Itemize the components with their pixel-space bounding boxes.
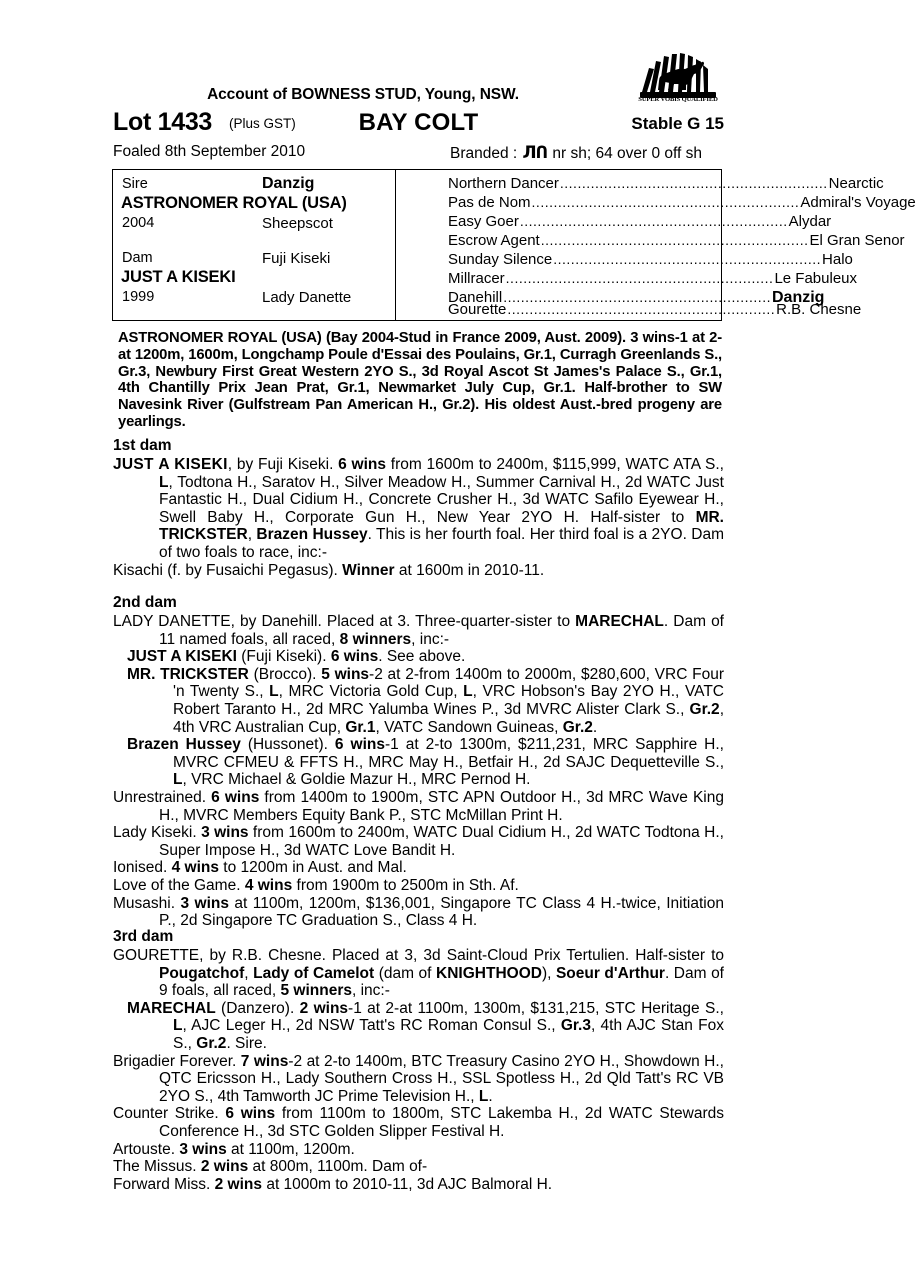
sire-label: Sire <box>122 176 148 192</box>
second-dam-progeny: Musashi. 3 wins at 1100m, 1200m, $136,001, Singapore TC Class 4 H.-twice, Initiation P., 2d Singapore TC Graduation S., Class 4 H. <box>113 894 724 930</box>
second-dam-progeny: MR. TRICKSTER (Brocco). 5 wins-2 at 2-from 1400m to 2000m, $280,600, VRC Four 'n Twenty S., L, MRC Victoria Gold Cup, L, VRC Hobson's Bay 2YO H., VATC Robert Taranto H., 2d MRC Yalumba Wines P., 3d MVRC Alister Clark S., Gr.2, 4th VRC Australian Cup, Gr.1, VATC Sandown Guineas, Gr.2. <box>127 665 725 736</box>
logo-caption: SUPER VOBIS QUALIFIED <box>638 96 718 103</box>
first-dam-name: JUST A KISEKI <box>113 456 228 473</box>
lot-row <box>113 108 724 138</box>
gst-note: (Plus GST) <box>229 116 296 131</box>
leader-dots: ............................................................. <box>503 289 771 305</box>
grandparent-sire: Danehill <box>448 289 503 306</box>
second-dam-section <box>113 594 724 930</box>
second-dam-progeny: JUST A KISEKI (Fuji Kiseki). 6 wins. See above. <box>127 648 466 666</box>
grandparent-sire: Easy Goer <box>448 213 519 230</box>
dam-dam-name: Lady Danette <box>262 289 352 306</box>
grandparent-sire: Pas de Nom <box>448 194 531 211</box>
grandparent-dam: R.B. Chesne <box>776 301 862 318</box>
grandparent-dam: Admiral's Voyage <box>800 194 916 211</box>
grandparent-dam: El Gran Senor <box>809 232 905 249</box>
dam-sire-name: Fuji Kiseki <box>262 250 331 267</box>
first-dam-section <box>113 437 724 579</box>
grandparent-row <box>448 175 884 194</box>
third-dam-progeny: Artouste. 3 wins at 1100m, 1200m. <box>113 1140 355 1158</box>
grandparent-sire: Gourette <box>448 301 507 318</box>
grandparent-dam: Nearctic <box>828 175 884 192</box>
third-dam-progeny: MARECHAL (Danzero). 2 wins-1 at 2-at 1100m, 1300m, $131,215, STC Heritage S., L, AJC Leger H., 2d NSW Tatt's RC Roman Consul S., Gr.3, 4th AJC Stan Fox S., Gr.2. Sire. <box>127 999 725 1052</box>
sire-sire-name: Danzig <box>262 175 315 192</box>
grandparent-dam: Alydar <box>788 213 832 230</box>
second-dam-progeny: Ionised. 4 wins to 1200m in Aust. and Mal. <box>113 859 407 877</box>
grandparent-row <box>448 213 832 232</box>
third-dam-heading: 3rd dam <box>113 928 174 945</box>
grandparent-row <box>448 251 853 270</box>
grandparent-row <box>448 301 862 320</box>
pedigree-left-column <box>113 170 395 320</box>
grandparent-row <box>448 194 916 213</box>
grandparent-sire: Sunday Silence <box>448 251 553 268</box>
second-dam-heading: 2nd dam <box>113 594 177 611</box>
leader-dots: ............................................................. <box>531 194 800 210</box>
super-vobis-logo-icon <box>632 42 724 104</box>
colour-sex-title: BAY COLT <box>358 109 479 136</box>
first-dam-progeny: Kisachi (f. by Fusaichi Pegasus). Winner at 1600m in 2010-11. <box>113 561 545 579</box>
second-dam-progeny: Lady Kiseki. 3 wins from 1600m to 2400m, WATC Dual Cidium H., 2d WATC Todtona H., Super Impose H., 3d WATC Love Bandit H. <box>113 824 724 859</box>
first-dam-body: , by Fuji Kiseki. 6 wins from 1600m to 2400m, $115,999, WATC ATA S., L, Todtona H., Saratov H., Silver Meadow H., Summer Carnival H., 2d WATC Just Fantastic H., Dual Cidium H., Concrete Crusher H., 3d WATC Safilo Eyewear H., Swell Baby H., Corporate Gun H., New Year 2YO H. Half-sister to MR. TRICKSTER, Brazen Hussey. This is her fourth foal. Her third foal is a 2YO. Dam of two foals to race, inc:- <box>159 456 724 561</box>
third-dam-progeny: Counter Strike. 6 wins from 1100m to 1800m, STC Lakemba H., 2d WATC Stewards Conference H., 3d STC Golden Slipper Festival H. <box>113 1105 724 1140</box>
dam-name: JUST A KISEKI <box>121 268 236 286</box>
leader-dots: ............................................................. <box>507 301 776 317</box>
third-dam-progeny: The Missus. 2 wins at 800m, 1100m. Dam of- <box>113 1158 428 1176</box>
leader-dots: ............................................................. <box>505 270 774 286</box>
grandparent-sire: Northern Dancer <box>448 175 559 192</box>
lot-number: Lot 1433 <box>113 108 213 136</box>
stable-label: Stable G 15 <box>631 114 724 133</box>
second-dam-progeny: Brazen Hussey (Hussonet). 6 wins-1 at 2-to 1300m, $211,231, MRC Sapphire H., MVRC CFMEU & FFTS H., MRC May H., Betfair H., 2d SAJC Dequetteville S., L, VRC Michael & Goldie Mazur H., MRC Pernod H. <box>127 736 724 789</box>
dam-year: 1999 <box>122 289 155 305</box>
leader-dots: ............................................................. <box>540 232 809 248</box>
account-line: Account of BOWNESS STUD, Young, NSW. <box>207 86 519 103</box>
pedigree-table <box>112 169 916 321</box>
leader-dots: ............................................................. <box>559 175 828 191</box>
foaled-date: Foaled 8th September 2010 <box>113 143 306 160</box>
grandparent-row <box>448 232 905 251</box>
grandparent-dam: Danzig <box>771 289 825 306</box>
second-dam-progeny: Unrestrained. 6 wins from 1400m to 1900m, STC APN Outdoor H., 3d MRC Wave King H., MVRC Members Equity Bank P., STC McMillan Print H. <box>113 788 724 824</box>
sire-description-paragraph: ASTRONOMER ROYAL (USA) (Bay 2004-Stud in France 2009, Aust. 2009). 3 wins-1 at 2-at 1200m, 1600m, Longchamp Poule d'Essai des Poulains, Gr.1, Curragh Greenlands S., Gr.3, Newbury First Great Western 2YO S., 3d Royal Ascot St James's Palace S., Gr.1, 4th Chantilly Prix Jean Prat, Gr.1, Newmarket July Cup, Gr.1. Half-brother to SW Navesink River (Gulfstream Pan American H., Gr.2). His oldest Aust.-bred progeny are yearlings. <box>118 330 722 430</box>
second-dam-progeny: Love of the Game. 4 wins from 1900m to 2500m in Sth. Af. <box>113 876 519 894</box>
grandparent-row <box>448 270 858 289</box>
branded-suffix: nr sh; 64 over 0 off sh <box>552 145 703 162</box>
third-dam-progeny: Forward Miss. 2 wins at 1000m to 2010-11, 3d AJC Balmoral H. <box>113 1175 553 1193</box>
grandparent-sire: Millracer <box>448 270 505 287</box>
brand-glyph-icon: ЛՈ <box>522 143 548 163</box>
branded-prefix: Branded : <box>450 145 518 162</box>
sire-dam-name: Sheepscot <box>262 215 333 232</box>
grandparent-dam: Le Fabuleux <box>774 270 858 287</box>
foaled-branded-row <box>113 143 724 163</box>
sire-year: 2004 <box>122 215 155 231</box>
second-dam-entry: LADY DANETTE, by Danehill. Placed at 3. Three-quarter-sister to MARECHAL. Dam of 11 named foals, all raced, 8 winners, inc:- <box>113 613 724 648</box>
third-dam-progeny: Brigadier Forever. 7 wins-2 at 2-to 1400m, BTC Treasury Casino 2YO H., Showdown H., QTC Ericsson H., Lady Southern Cross H., SSL Spotless H., 2d Qld Tatt's RC VB 2YO S., 4th Tamworth JC Prime Television H., L. <box>113 1052 724 1105</box>
sire-name: ASTRONOMER ROYAL (USA) <box>121 194 347 212</box>
leader-dots: ............................................................. <box>553 251 822 267</box>
pedigree-right-column <box>396 170 916 320</box>
grandparent-dam: Halo <box>822 251 853 268</box>
third-dam-section <box>113 928 724 1193</box>
branded-info <box>450 143 702 163</box>
grandparent-sire: Escrow Agent <box>448 232 540 249</box>
third-dam-entry: GOURETTE, by R.B. Chesne. Placed at 3, 3d Saint-Cloud Prix Tertulien. Half-sister to Pougatchof, Lady of Camelot (dam of KNIGHTHOOD), Soeur d'Arthur. Dam of 9 foals, all raced, 5 winners, inc:- <box>113 947 724 1000</box>
first-dam-heading: 1st dam <box>113 437 172 454</box>
dam-label: Dam <box>122 250 153 266</box>
first-dam-entry <box>113 456 724 562</box>
leader-dots: ............................................................. <box>519 213 788 229</box>
